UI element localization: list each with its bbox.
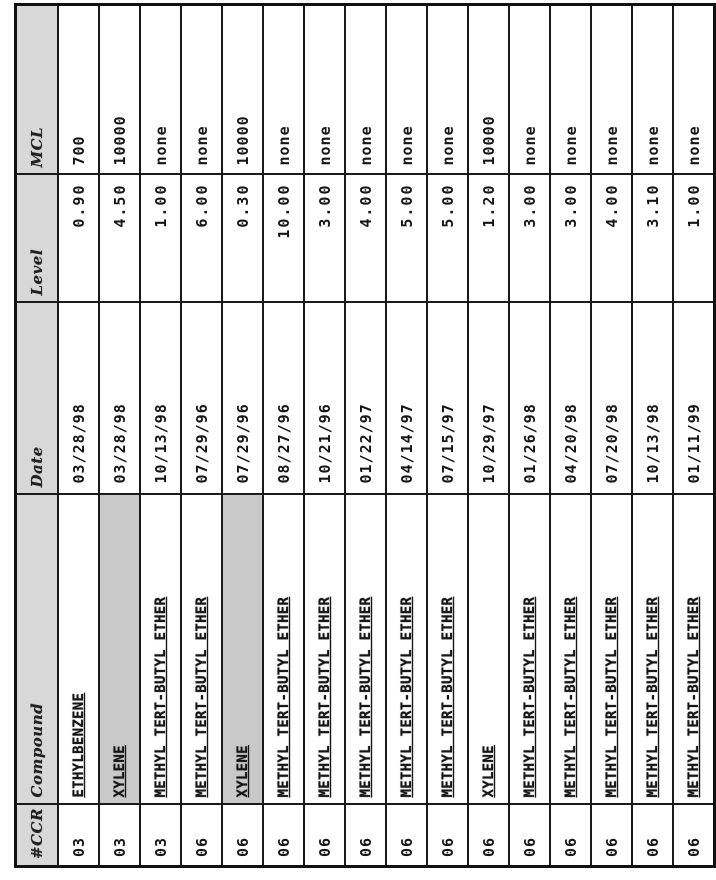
cell-level: 3.00 (304, 175, 345, 303)
table-row (345, 5, 386, 867)
cell-mcl: 10000 (468, 5, 509, 175)
cell-date: 07/29/96 (222, 303, 263, 495)
cell-mcl: none (304, 5, 345, 175)
cell-compound: METHYL TERT-BUTYL ETHER (427, 495, 468, 805)
header-date: Date (16, 303, 59, 495)
header-compound: Compound (16, 495, 59, 805)
table-row (509, 5, 550, 867)
table-row (550, 5, 591, 867)
table-row (99, 5, 140, 867)
cell-date: 07/20/98 (591, 303, 632, 495)
cell-compound: METHYL TERT-BUTYL ETHER (591, 495, 632, 805)
cell-ccr: 03 (140, 805, 181, 867)
cell-mcl: 700 (58, 5, 99, 175)
table-row (222, 5, 263, 867)
table-row (181, 5, 222, 867)
table-row (632, 5, 673, 867)
cell-level: 5.00 (427, 175, 468, 303)
table-row (591, 5, 632, 867)
cell-mcl: none (386, 5, 427, 175)
cell-ccr: 06 (386, 805, 427, 867)
cell-mcl: none (632, 5, 673, 175)
cell-compound: METHYL TERT-BUTYL ETHER (345, 495, 386, 805)
cell-mcl: none (263, 5, 304, 175)
header-ccr: #CCR (16, 805, 59, 867)
cell-date: 10/29/97 (468, 303, 509, 495)
cell-ccr: 06 (673, 805, 715, 867)
cell-date: 04/20/98 (550, 303, 591, 495)
cell-compound: METHYL TERT-BUTYL ETHER (386, 495, 427, 805)
cell-date: 07/29/96 (181, 303, 222, 495)
cell-ccr: 03 (58, 805, 99, 867)
cell-level: 5.00 (386, 175, 427, 303)
cell-ccr: 06 (591, 805, 632, 867)
cell-date: 01/11/99 (673, 303, 715, 495)
cell-level: 4.00 (345, 175, 386, 303)
cell-compound: METHYL TERT-BUTYL ETHER (632, 495, 673, 805)
cell-date: 10/13/98 (140, 303, 181, 495)
table-row (386, 5, 427, 867)
cell-compound: METHYL TERT-BUTYL ETHER (140, 495, 181, 805)
cell-mcl: none (673, 5, 715, 175)
cell-compound: METHYL TERT-BUTYL ETHER (673, 495, 715, 805)
cell-ccr: 06 (222, 805, 263, 867)
table-header-row (16, 5, 59, 867)
cell-level: 6.00 (181, 175, 222, 303)
contaminant-table (14, 3, 716, 868)
cell-level: 10.00 (263, 175, 304, 303)
cell-compound: METHYL TERT-BUTYL ETHER (181, 495, 222, 805)
header-level: Level (16, 175, 59, 303)
cell-date: 07/15/97 (427, 303, 468, 495)
cell-mcl: none (345, 5, 386, 175)
cell-ccr: 06 (427, 805, 468, 867)
cell-ccr: 06 (304, 805, 345, 867)
cell-date: 10/21/96 (304, 303, 345, 495)
cell-ccr: 06 (468, 805, 509, 867)
cell-mcl: none (427, 5, 468, 175)
cell-level: 4.00 (591, 175, 632, 303)
cell-level: 1.00 (673, 175, 715, 303)
cell-mcl: none (591, 5, 632, 175)
cell-level: 1.00 (140, 175, 181, 303)
cell-compound: METHYL TERT-BUTYL ETHER (509, 495, 550, 805)
cell-date: 01/26/98 (509, 303, 550, 495)
cell-compound: XYLENE (222, 495, 263, 805)
cell-ccr: 06 (263, 805, 304, 867)
cell-level: 0.90 (58, 175, 99, 303)
table-row (304, 5, 345, 867)
cell-date: 01/22/97 (345, 303, 386, 495)
cell-date: 03/28/98 (58, 303, 99, 495)
table-row (673, 5, 715, 867)
cell-mcl: none (550, 5, 591, 175)
cell-compound: METHYL TERT-BUTYL ETHER (263, 495, 304, 805)
table-row (140, 5, 181, 867)
cell-level: 1.20 (468, 175, 509, 303)
cell-ccr: 03 (99, 805, 140, 867)
cell-mcl: 10000 (99, 5, 140, 175)
cell-date: 03/28/98 (99, 303, 140, 495)
table-body (58, 5, 715, 867)
table-row (263, 5, 304, 867)
cell-level: 3.00 (550, 175, 591, 303)
cell-compound: XYLENE (99, 495, 140, 805)
cell-level: 3.10 (632, 175, 673, 303)
cell-mcl: 10000 (222, 5, 263, 175)
header-mcl: MCL (16, 5, 59, 175)
cell-ccr: 06 (345, 805, 386, 867)
cell-date: 04/14/97 (386, 303, 427, 495)
cell-ccr: 06 (632, 805, 673, 867)
cell-level: 0.30 (222, 175, 263, 303)
cell-mcl: none (140, 5, 181, 175)
cell-mcl: none (181, 5, 222, 175)
cell-level: 3.00 (509, 175, 550, 303)
cell-date: 08/27/96 (263, 303, 304, 495)
cell-compound: METHYL TERT-BUTYL ETHER (304, 495, 345, 805)
cell-ccr: 06 (509, 805, 550, 867)
cell-compound: XYLENE (468, 495, 509, 805)
cell-ccr: 06 (181, 805, 222, 867)
cell-mcl: none (509, 5, 550, 175)
cell-level: 4.50 (99, 175, 140, 303)
cell-compound: METHYL TERT-BUTYL ETHER (550, 495, 591, 805)
cell-date: 10/13/98 (632, 303, 673, 495)
table-row (427, 5, 468, 867)
cell-compound: ETHYLBENZENE (58, 495, 99, 805)
table-row (468, 5, 509, 867)
table-row (58, 5, 99, 867)
cell-ccr: 06 (550, 805, 591, 867)
